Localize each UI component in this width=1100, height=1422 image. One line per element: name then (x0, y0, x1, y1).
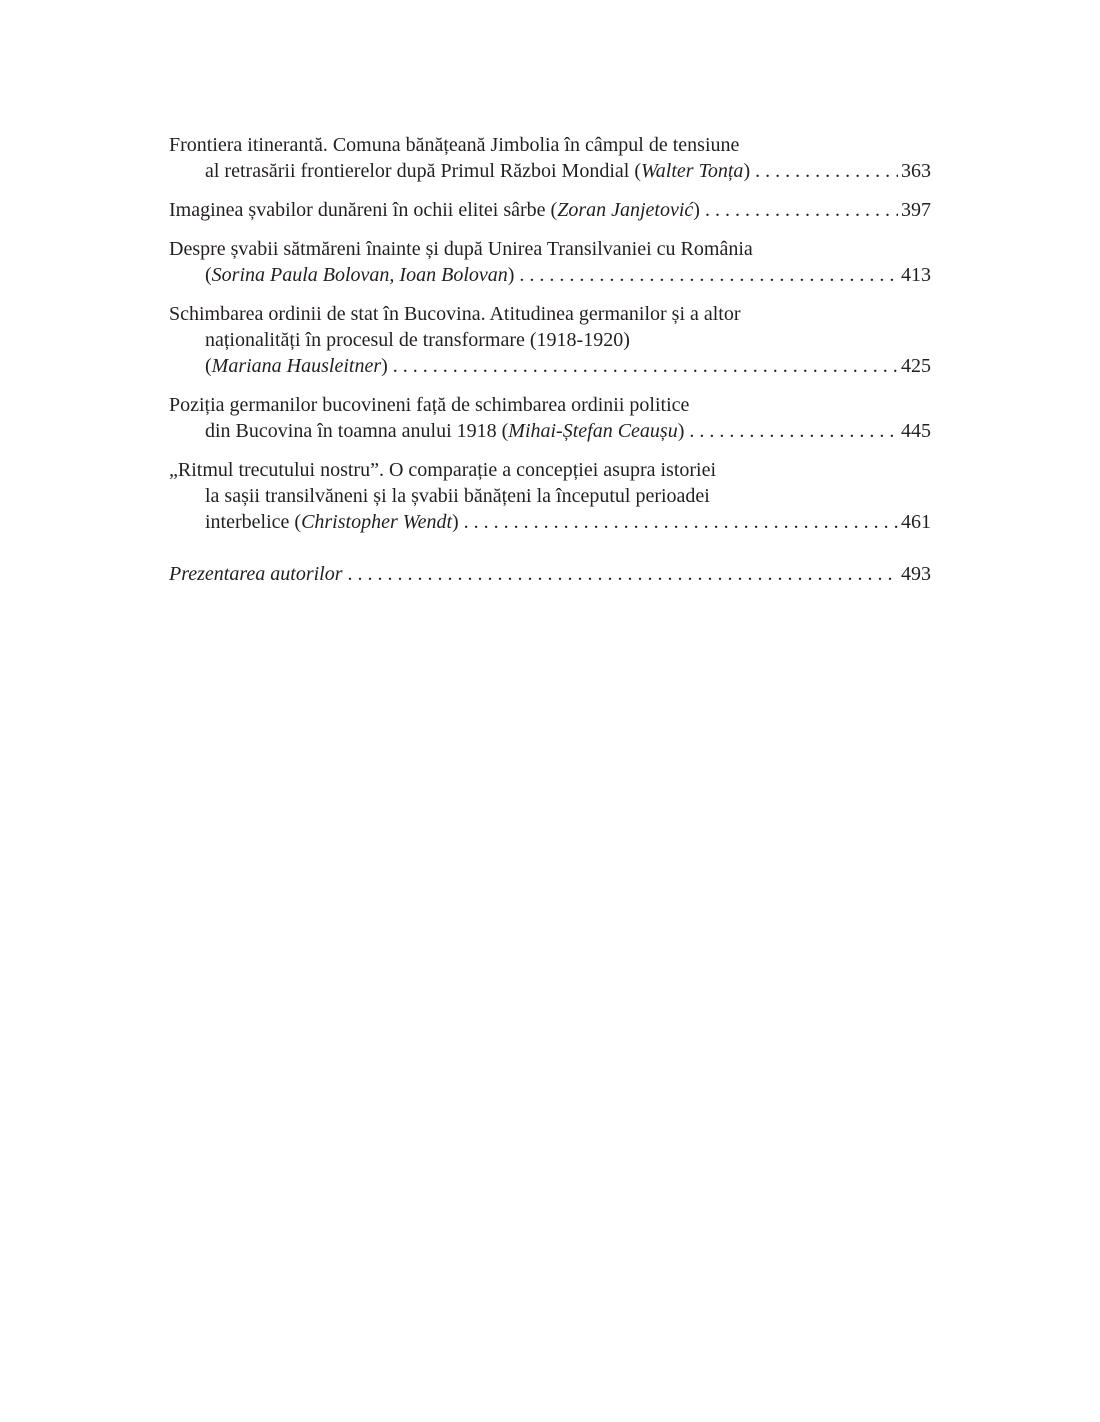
dot-leader (464, 509, 898, 535)
entry-last-line (169, 197, 931, 223)
entry-title-tail: Imaginea șvabilor dunăreni în ochii elitei sârbe (Zoran Janjetović) (169, 199, 700, 221)
entry-author: Mariana Hausleitner (211, 355, 382, 377)
entry-title-line: „Ritmul trecutului nostru”. O comparație a concepției asupra istoriei (169, 459, 717, 481)
dot-leader (393, 353, 898, 379)
toc-entry[interactable] (169, 236, 931, 288)
entry-last-line (169, 509, 931, 535)
entry-title-line: Despre șvabii sătmăreni înainte și după Unirea Transilvaniei cu România (169, 238, 753, 260)
dot-leader (755, 158, 898, 184)
dot-leader (689, 418, 898, 444)
entry-page-number: 397 (901, 199, 931, 221)
entry-page-number: 413 (901, 264, 931, 286)
entry-author: Zoran Janjetović (557, 199, 694, 221)
entry-page-number: 445 (901, 420, 931, 442)
entry-last-line (169, 418, 931, 444)
entry-page-number: 461 (901, 511, 931, 533)
toc-entry[interactable] (169, 457, 931, 535)
entry-author: Mihai-Ștefan Ceaușu (508, 420, 678, 442)
dot-leader (705, 197, 898, 223)
entry-last-line (169, 353, 931, 379)
entry-page-number: 425 (901, 355, 931, 377)
entry-title-line: Schimbarea ordinii de stat în Bucovina. Atitudinea germanilor și a altor (169, 303, 741, 325)
toc-entry[interactable] (169, 197, 931, 223)
toc-entry[interactable] (169, 301, 931, 379)
entry-title-line: naționalități în procesul de transformare (1918-1920) (205, 329, 630, 351)
toc-entry[interactable] (169, 392, 931, 444)
dot-leader (519, 262, 898, 288)
entry-title-tail: (Mariana Hausleitner) (205, 355, 388, 377)
entry-page-number: 363 (901, 160, 931, 182)
toc-entry[interactable] (169, 561, 931, 587)
entry-title-tail: interbelice (Christopher Wendt) (205, 511, 459, 533)
entry-page-number: 493 (901, 563, 931, 585)
entry-author: Walter Tonța (640, 160, 744, 182)
entry-author: Christopher Wendt (301, 511, 452, 533)
entry-last-line (169, 158, 931, 184)
table-of-contents (169, 132, 931, 587)
entry-title-tail: din Bucovina în toamna anului 1918 (Mihai-Ștefan Ceaușu) (205, 420, 685, 442)
entry-title-tail: Prezentarea autorilor (169, 563, 343, 585)
entry-author: Sorina Paula Bolovan, Ioan Bolovan (211, 264, 508, 286)
entry-title-line: Poziția germanilor bucovineni față de schimbarea ordinii politice (169, 394, 690, 416)
toc-entry[interactable] (169, 132, 931, 184)
entry-title-line: Frontiera itinerantă. Comuna bănățeană Jimbolia în câmpul de tensiune (169, 134, 740, 156)
dot-leader (348, 561, 898, 587)
entry-last-line (169, 561, 931, 587)
entry-title-tail: (Sorina Paula Bolovan, Ioan Bolovan) (205, 264, 515, 286)
entry-title-tail: al retrasării frontierelor după Primul Război Mondial (Walter Tonța) (205, 160, 751, 182)
entry-title-line: la sașii transilvăneni și la șvabii bănățeni la începutul perioadei (205, 485, 710, 507)
entry-last-line (169, 262, 931, 288)
